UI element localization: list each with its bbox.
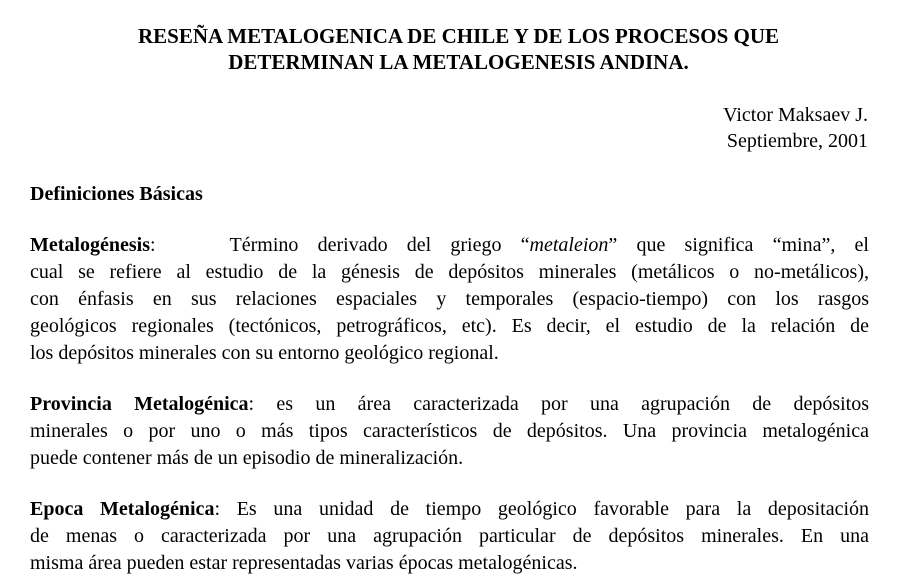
author-name: Victor Maksaev J. <box>723 104 868 126</box>
term-separator: : <box>248 393 255 415</box>
definition-line: de menas o caracterizada por una agrupación particular de depósitos minerales. En una <box>30 525 869 547</box>
definition-text: Es una unidad de tiempo geológico favorable para la depositación <box>220 498 869 520</box>
definition-line: los depósitos minerales con su entorno geológico regional. <box>30 342 499 364</box>
document-title-line-1: RESEÑA METALOGENICA DE CHILE Y DE LOS PROCESOS QUE <box>137 24 780 48</box>
definition-line: minerales o por uno o más tipos característicos de depósitos. Una provincia metalogénica <box>30 420 869 442</box>
definition-epoca-metalogenica <box>30 496 869 577</box>
term-separator: : <box>149 234 156 256</box>
publication-date: Septiembre, 2001 <box>726 130 868 152</box>
definition-line: puede contener más de un episodio de mineralización. <box>30 447 464 469</box>
definition-text: Término derivado del griego “ <box>229 234 530 256</box>
definition-text-italic: metaleion <box>529 234 609 256</box>
definition-line: misma área pueden estar representadas varias épocas metalogénicas. <box>30 552 578 574</box>
definition-term: Epoca Metalogénica <box>30 498 215 520</box>
definition-line <box>30 232 869 259</box>
definition-provincia-metalogenica <box>30 391 869 472</box>
definition-term: Provincia Metalogénica <box>30 393 249 415</box>
definition-line: geológicos regionales (tectónicos, petrográficos, etc). Es decir, el estudio de la relación de <box>30 315 869 337</box>
definition-line <box>30 496 869 523</box>
definition-metalogenesis <box>30 232 869 367</box>
document-title-line-2: DETERMINAN LA METALOGENESIS ANDINA. <box>228 50 689 74</box>
definition-line: cual se refiere al estudio de la génesis de depósitos minerales (metálicos o no-metálicos), <box>30 261 869 283</box>
definition-line <box>30 391 869 418</box>
definition-text: ” que significa “mina”, el <box>608 234 869 256</box>
section-heading: Definiciones Básicas <box>30 183 203 205</box>
term-separator: : <box>214 498 221 520</box>
definition-text: es un área caracterizada por una agrupación de depósitos <box>254 393 869 415</box>
definition-term: Metalogénesis <box>30 234 150 256</box>
definition-line: con énfasis en sus relaciones espaciales y temporales (espacio-tiempo) con los rasgos <box>30 288 869 310</box>
